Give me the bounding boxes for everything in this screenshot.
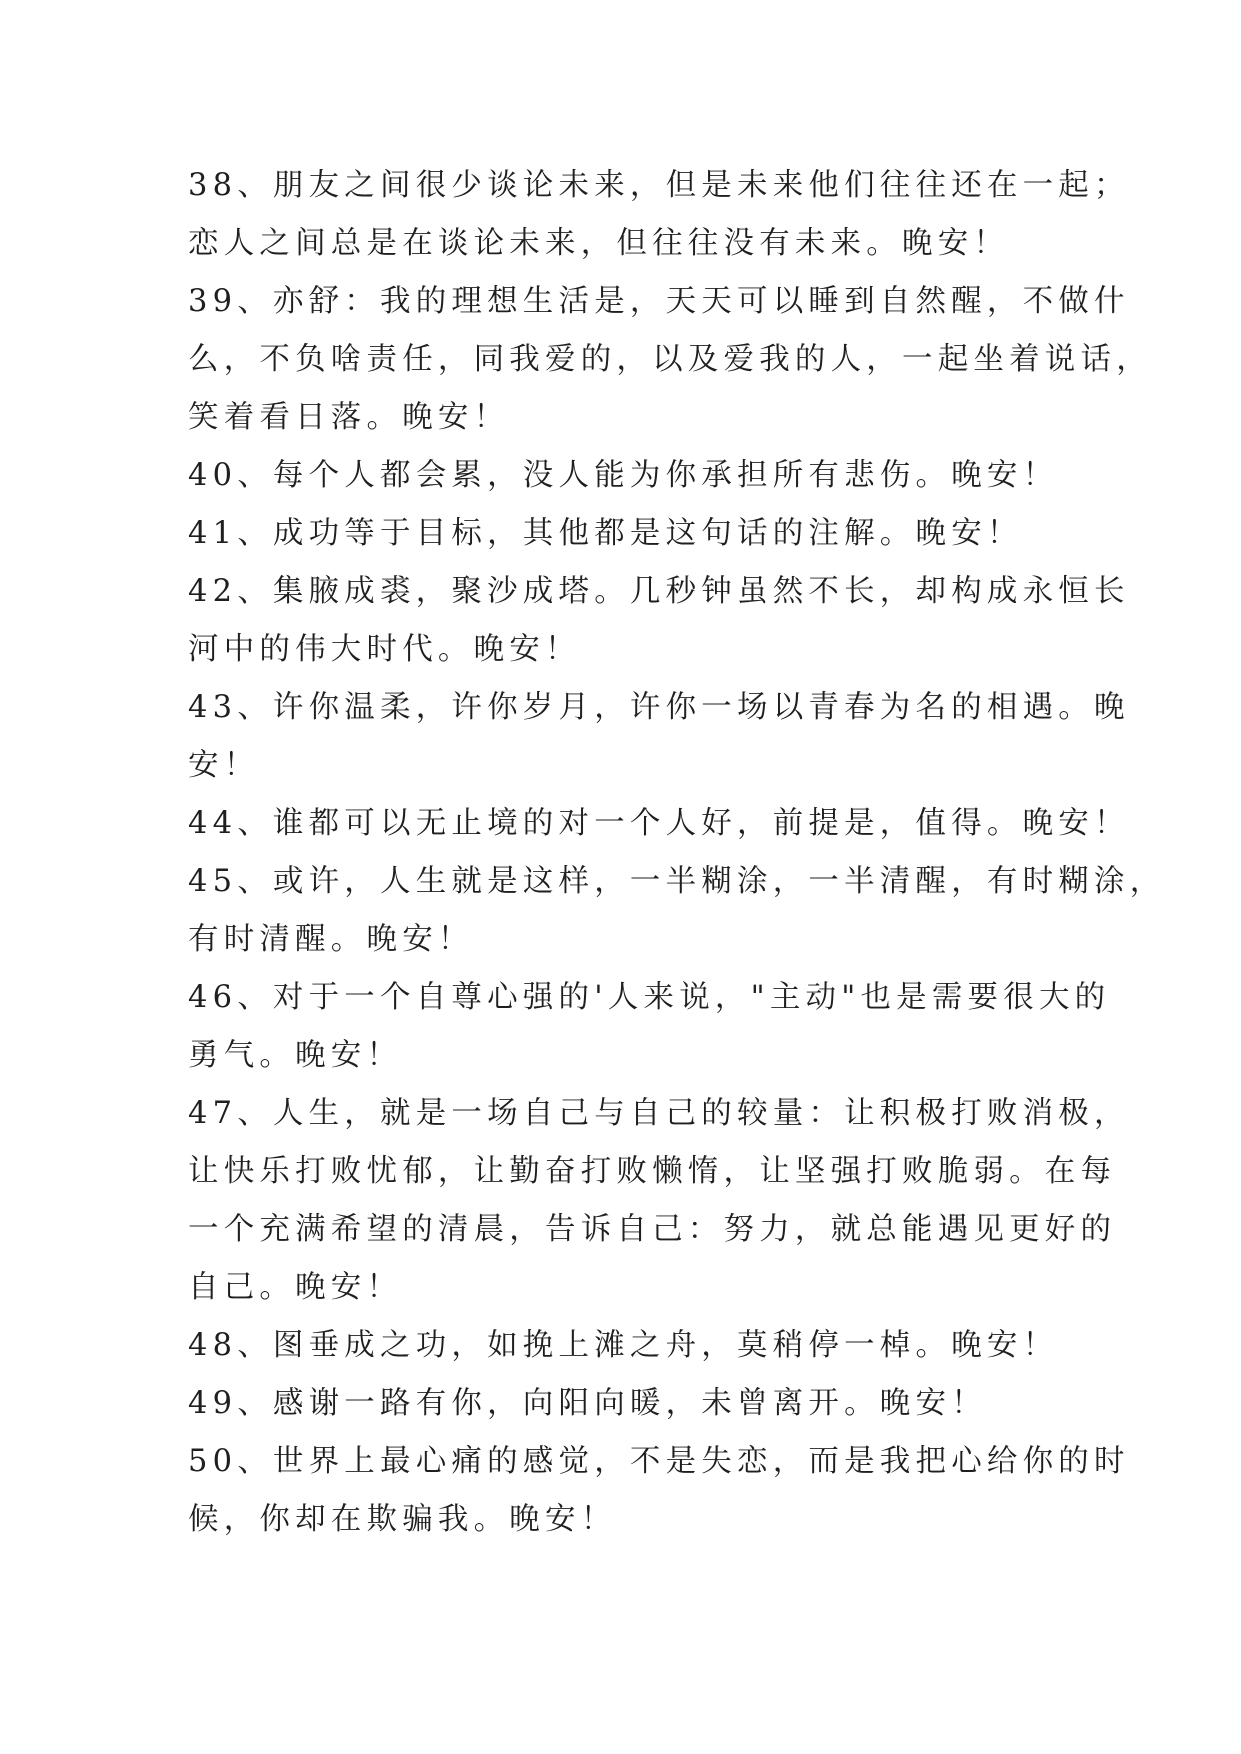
text-line: 47、人生，就是一场自己与自己的较量：让积极打败消极， (188, 1096, 1130, 1131)
list-item (188, 563, 1130, 679)
list-item (188, 1433, 1130, 1549)
list-item (188, 273, 1152, 447)
text-line: 46、对于一个自尊心强的'人来说，"主动"也是需要很大的 (188, 980, 1111, 1015)
text-line: 候，你却在欺骗我。晚安！ (188, 1502, 617, 1537)
list-item (188, 1375, 1068, 1433)
text-line: 48、图垂成之功，如挽上滩之舟，莫稍停一棹。晚安！ (188, 1328, 1059, 1363)
list-item (188, 853, 1166, 969)
text-line: 河中的伟大时代。晚安！ (188, 632, 581, 667)
text-line: 勇气。晚安！ (188, 1038, 403, 1073)
text-line: 42、集腋成裘，聚沙成塔。几秒钟虽然不长，却构成永恒长 (188, 574, 1130, 609)
text-line: 39、亦舒：我的理想生活是，天天可以睡到自然醒，不做什 (188, 284, 1130, 319)
text-line: 38、朋友之间很少谈论未来，但是未来他们往往还在一起； (188, 168, 1130, 203)
list-item (188, 505, 1068, 563)
text-line: 笑着看日落。晚安！ (188, 400, 510, 435)
list-item (188, 969, 1111, 1085)
text-line: 自己。晚安！ (188, 1270, 403, 1305)
text-line: 50、世界上最心痛的感觉，不是失恋，而是我把心给你的时 (188, 1444, 1130, 1479)
text-line: 让快乐打败忧郁，让勤奋打败懒惰，让坚强打败脆弱。在每 (188, 1154, 1117, 1189)
text-line: 恋人之间总是在谈论未来，但往往没有未来。晚安！ (188, 226, 1010, 261)
text-line: 有时清醒。晚安！ (188, 922, 474, 957)
list-item (188, 679, 1130, 795)
text-line: 43、许你温柔，许你岁月，许你一场以青春为名的相遇。晚 (188, 690, 1130, 725)
text-line: 么，不负啥责任，同我爱的，以及爱我的人，一起坐着说话， (188, 342, 1152, 377)
list-item (188, 795, 1130, 853)
list-item (188, 1317, 1068, 1375)
text-line: 安！ (188, 748, 260, 783)
text-line: 44、谁都可以无止境的对一个人好，前提是，值得。晚安！ (188, 806, 1130, 841)
text-line: 45、或许，人生就是这样，一半糊涂，一半清醒，有时糊涂， (188, 864, 1166, 899)
text-line: 一个充满希望的清晨，告诉自己：努力，就总能遇见更好的 (188, 1212, 1117, 1247)
list-item (188, 157, 1130, 273)
text-line: 40、每个人都会累，没人能为你承担所有悲伤。晚安！ (188, 458, 1059, 493)
list-item (188, 1085, 1130, 1317)
text-line: 49、感谢一路有你，向阳向暖，未曾离开。晚安！ (188, 1386, 987, 1421)
text-line: 41、成功等于目标，其他都是这句话的注解。晚安！ (188, 516, 1023, 551)
list-item (188, 447, 1068, 505)
document-body (188, 157, 1166, 1549)
